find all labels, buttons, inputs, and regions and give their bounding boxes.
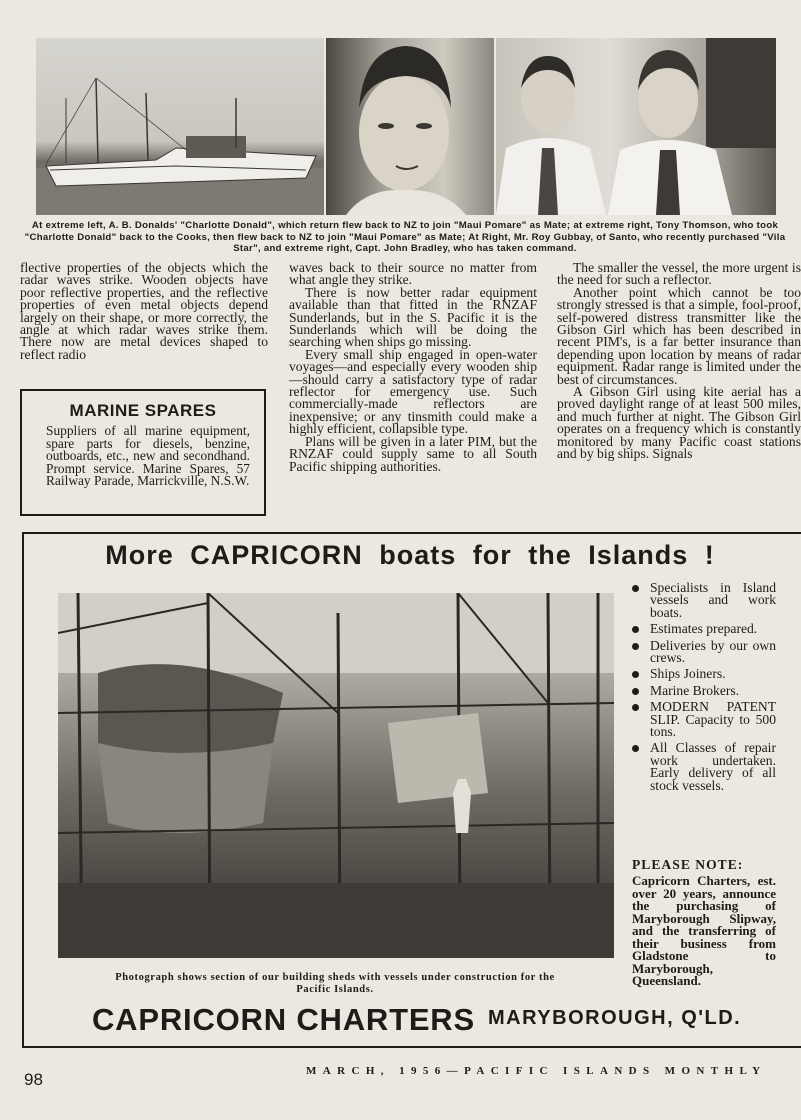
article-paragraph: Plans will be given in a later PIM, but the RNZAF could supply same to all South Pacific shipping authorities. [289,433,537,474]
article-paragraph: Every small ship engaged in open-water voyages—and especially every wooden ship—should carry a satisfactory type of radar reflector for emergency use. Such commercially-made reflectors are inexpensive; or any tinsmith could make a highly efficient, collapsible type. [289,346,537,437]
ad-photo-caption: Photograph shows section of our building sheds with vessels under construction for the Pacific Islands. [115,972,555,995]
bullet-icon [632,688,639,695]
note-body: Capricorn Charters, est. over 20 years, announce the purchasing of Maryborough Slipway, and the transferring of their business from Gladstone to Maryborough, Queensland. [632,873,776,988]
bullet-icon [632,585,639,592]
list-item: Estimates prepared. [630,623,776,635]
marine-spares-title: MARINE SPARES [69,401,217,420]
article-paragraph: waves back to their source no matter from what angle they strike. [289,260,537,288]
bullet-icon [632,671,639,678]
marine-spares-body: Suppliers of all marine equipment, spare parts for diesels, benzine, outboards, etc., new and secondhand. Prompt service. Marine Spares, 57 Railway Parade, Marrickville, N.S.W. [46,423,250,489]
article-paragraph: Another point which cannot be too strongly stressed is that a simple, fool-proof, self-powered distress transmitter like the Gibson Girl which has been described in recent PIM's, is a far better insurance than depending upon location by means of radar equipment. Radar range is limited under the best of circumstances. [557,284,801,387]
bullet-icon [632,626,639,633]
company-location: MARYBOROUGH, Q'LD. [488,1007,742,1029]
bullet-icon [632,745,639,752]
list-item: Marine Brokers. [630,685,776,697]
page-number: 98 [24,1070,43,1089]
note-heading: PLEASE NOTE: [632,857,744,872]
ad-left-border [22,534,24,1048]
marine-spares-ad [20,389,266,516]
article-column-1 [20,262,268,361]
company-name: CAPRICORN CHARTERS [92,1002,475,1037]
photo-caption: At extreme left, A. B. Donalds' "Charlotte Donald", which return flew back to NZ to join "Maui Pomare" as Mate; at extreme right, Tony Thomson, who took "Charlotte Donald" back to the Cooks, then flew back to NZ to join "Maui Pomare" as Mate; At Right, Mr. Roy Gubbay, of Santo, who recently purchased "Vila Star", and extreme right, Capt. John Bradley, who has taken command. [24,220,786,255]
bullet-icon [632,643,639,650]
list-item: Specialists in Island vessels and work boats. [630,582,776,619]
ad-top-border [22,532,801,534]
services-list [630,582,776,796]
article-paragraph: A Gibson Girl using kite aerial has a proved daylight range of at least 500 miles, and much further at night. The Gibson Girl operates on a frequency which is constantly monitored by many Pacific coast stations and by big ships. Signals [557,384,801,462]
article-paragraph: There is now better radar equipment available than that fitted in the RNZAF Sunderlands, but in the S. Pacific it is the Sunderlands which will be doing the searching when ships go missing. [289,284,537,350]
running-footer: MARCH, 1956—PACIFIC ISLANDS MONTHLY [306,1065,767,1077]
ad-bottom-border [22,1046,801,1048]
boat-shed-photo [58,593,614,958]
article-column-3 [557,262,801,461]
bullet-icon [632,704,639,711]
list-item: MODERN PATENT SLIP. Capacity to 500 tons. [630,701,776,738]
list-item: All Classes of repair work undertaken. Early delivery of all stock vessels. [630,742,776,792]
article-column-2 [289,262,537,473]
photo-tony-thomson [326,38,494,215]
ad-headline: More CAPRICORN boats for the Islands ! [105,540,715,570]
list-item: Ships Joiners. [630,668,776,680]
list-item: Deliveries by our own crews. [630,640,776,665]
photo-charlotte-donald [36,38,324,215]
article-paragraph: The smaller the vessel, the more urgent is the need for such a reflector. [557,260,801,288]
article-paragraph: flective properties of the objects which the radar waves strike. Wooden objects have poor reflective properties, and the reflective properties of even metal objects depend largely on their shape, or more correctly, the angle at which radar waves strike them. There now are metal devices shaped to reflect radio [20,260,268,362]
photo-roy-gubbay-john-bradley [496,38,776,215]
